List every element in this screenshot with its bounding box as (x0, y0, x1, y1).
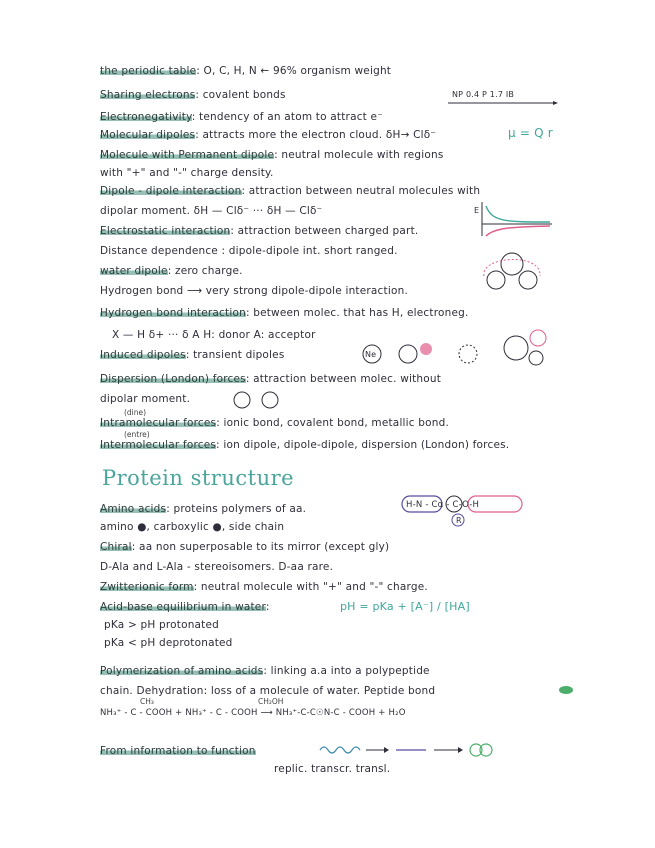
bleed-through-mark (468, 62, 475, 87)
protein-line-13: replic. transcr. transl. (274, 763, 391, 775)
term-water-dipole: water dipole (100, 265, 168, 277)
term-hydrogen-bond-interaction: Hydrogen bond interaction (100, 307, 246, 319)
term-intermolecular: Intermolecular forces (100, 439, 217, 451)
section-heading-protein: Protein structure (102, 466, 295, 490)
annotation-entre: (entre) (124, 430, 150, 439)
amino-acid-structure: H-N - Cα - C-O-H (406, 500, 480, 510)
term-sharing-electrons: Sharing electrons (100, 89, 196, 101)
note-line-13: Hydrogen bond interaction: between molec. that has H, electroneg. (100, 307, 469, 319)
note-line-10: Distance dependence : dipole-dipole int. short ranged. (100, 245, 398, 257)
note-line-4: Molecular dipoles: attracts more the electron cloud. δH→ Clδ⁻ (100, 129, 437, 141)
note-line-15: Induced dipoles: transient dipoles (100, 349, 285, 361)
note-line-17: dipolar moment. (100, 393, 191, 405)
term-induced-dipoles: Induced dipoles (100, 349, 186, 361)
note-line-6: with "+" and "-" charge density. (100, 167, 274, 179)
protein-line-3: Chiral: aa non superposable to its mirror (except gly) (100, 541, 390, 553)
note-line-12: Hydrogen bond ⟶ very strong dipole-dipole interaction. (100, 285, 408, 297)
note-line-9: Electrostatic interaction: attraction between charged part. (100, 225, 419, 237)
protein-line-2: amino ●, carboxylic ●, side chain (100, 521, 285, 533)
note-line-18: Intramolecular forces: ionic bond, covalent bond, metallic bond. (100, 417, 450, 429)
term-polymerization: Polymerization of amino acids (100, 665, 264, 677)
leaf-icon (558, 684, 574, 696)
water-molecule-sketch (478, 250, 548, 294)
note-line-11: water dipole: zero charge. (100, 265, 243, 277)
bond-scale: NP 0.4 P 1.7 IB (452, 90, 515, 99)
energy-distance-sketch (476, 200, 556, 240)
term-acid-base: Acid-base equilibrium in water (100, 601, 266, 613)
term-intramolecular: Intramolecular forces (100, 417, 217, 429)
protein-line-4: D-Ala and L-Ala - stereoisomers. D-aa rare. (100, 561, 334, 573)
dipole-moment-formula: μ = Q r (508, 126, 553, 140)
term-chiral: Chiral (100, 541, 132, 553)
term-dipole-dipole: Dipole - dipole interaction (100, 185, 242, 197)
protein-line-1: Amino acids: proteins polymers of aa. (100, 503, 307, 515)
bond-scale-arrow (448, 101, 558, 105)
protein-line-7: pKa > pH protonated (104, 619, 220, 631)
henderson-hasselbalch: pH = pKa + [A⁻] / [HA] (340, 600, 470, 613)
substituent-ch2oh: CH₂OH (258, 697, 284, 706)
energy-axis-label: E (474, 206, 480, 215)
neon-pair-sketch (232, 390, 282, 410)
note-line-5: Molecule with Permanent dipole: neutral molecule with regions (100, 149, 444, 161)
term-electronegativity: Electronegativity (100, 111, 192, 123)
term-electrostatic: Electrostatic interaction (100, 225, 231, 237)
term-amino-acids: Amino acids (100, 503, 167, 515)
note-line-1: the periodic table: O, C, H, N ← 96% organism weight (100, 65, 392, 77)
neon-atom-label: Ne (365, 350, 377, 359)
substituent-ch3: CH₃ (140, 697, 154, 706)
note-line-2: Sharing electrons: covalent bonds (100, 89, 286, 101)
term-periodic-table: the periodic table (100, 65, 197, 77)
note-line-19: Intermolecular forces: ion dipole, dipole-dipole, dispersion (London) forces. (100, 439, 510, 451)
hydrogen-bond-sketch (486, 326, 558, 366)
protein-line-12 (100, 744, 256, 758)
term-molecular-dipoles: Molecular dipoles (100, 129, 196, 141)
note-line-16: Dispersion (London) forces: attraction between molec. without (100, 373, 442, 385)
term-dispersion-forces: Dispersion (London) forces (100, 373, 246, 385)
term-information-to-function: From information to function (100, 745, 256, 757)
protein-line-8: pKa < pH deprotonated (104, 637, 233, 649)
note-line-3: Electronegativity: tendency of an atom to attract e⁻ (100, 111, 383, 123)
protein-line-10: chain. Dehydration: loss of a molecule of water. Peptide bond (100, 685, 436, 697)
protein-line-9: Polymerization of amino acids: linking a.a into a polypeptide (100, 665, 430, 677)
side-chain-label: R (456, 516, 462, 525)
protein-line-6: Acid-base equilibrium in water: (100, 601, 270, 613)
note-line-8: dipolar moment. δH — Clδ⁻ ··· δH — Clδ⁻ (100, 205, 323, 217)
term-zwitterionic: Zwitterionic form (100, 581, 194, 593)
peptide-reaction: NH₃⁺ - C - COOH + NH₃⁺ - C - COOH ⟶ NH₃⁺-C-C☉N-C - COOH + H₂O (100, 708, 406, 718)
term-permanent-dipole: Molecule with Permanent dipole (100, 149, 275, 161)
note-line-14: X — H δ+ ··· δ A H: donor A: acceptor (112, 329, 316, 341)
neon-atoms-sketch (360, 342, 480, 366)
note-line-7: Dipole - dipole interaction: attraction between neutral molecules with (100, 185, 481, 197)
annotation-dine: (dine) (124, 408, 147, 417)
central-dogma-sketch (318, 740, 498, 760)
protein-line-5: Zwitterionic form: neutral molecule with "+" and "-" charge. (100, 581, 428, 593)
